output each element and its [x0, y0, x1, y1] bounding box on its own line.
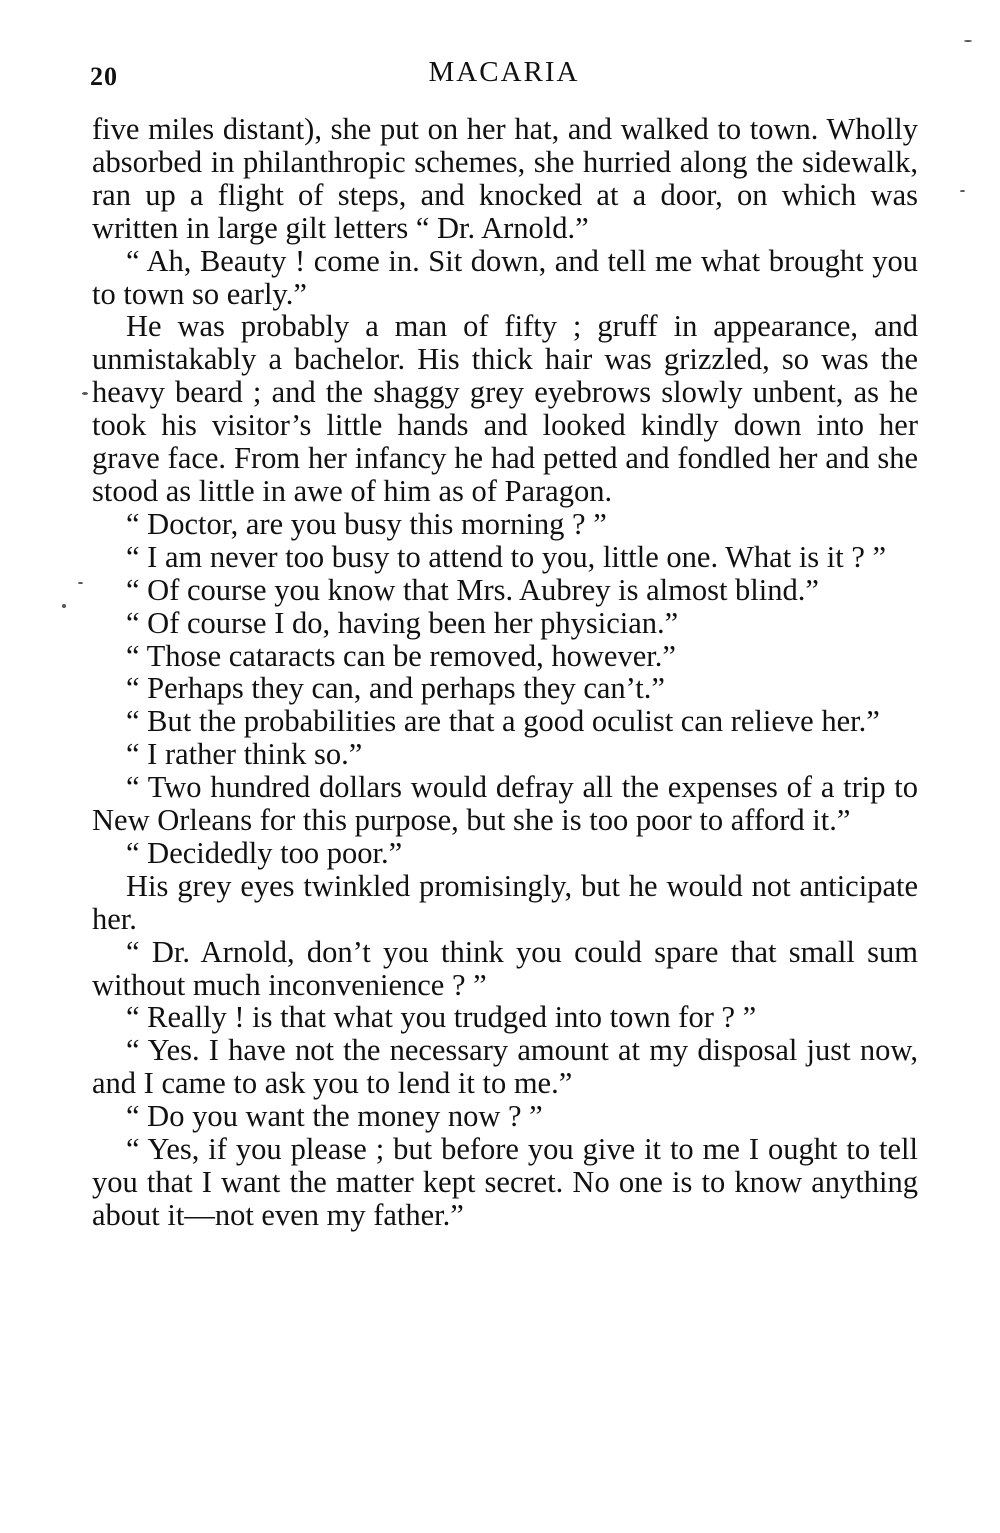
scan-speck [964, 40, 972, 42]
paragraph: “ Two hundred dollars would defray all the expenses of a trip to New Orleans for this purpose, but she is too poor to afford it.” [92, 770, 918, 838]
paragraph: “ Doctor, are you busy this morning ? ” [126, 506, 607, 541]
paragraph: “ Dr. Arnold, don’t you think you could spare that small sum without much inconvenience ? ” [92, 934, 918, 1002]
scan-speck [78, 582, 83, 584]
paragraph: “ Of course you know that Mrs. Aubrey is almost blind.” [126, 572, 819, 607]
page-header [90, 56, 918, 96]
paragraph: “ I rather think so.” [126, 737, 363, 772]
paragraph: “ Perhaps they can, and perhaps they can’t.” [126, 671, 665, 706]
scan-speck [82, 392, 88, 395]
paragraph: “ Those cataracts can be removed, however.” [126, 638, 676, 673]
body-text [92, 113, 918, 1232]
paragraph: “ Decidedly too poor.” [126, 835, 403, 870]
paragraph: “ Do you want the money now ? ” [126, 1099, 543, 1134]
paragraph: “ Yes, if you please ; but before you give it to me I ought to tell you that I want the matter kept secret. No one is to know anything about it—not even my father.” [92, 1132, 918, 1232]
paragraph: “ Yes. I have not the necessary amount at my disposal just now, and I came to ask you to lend it to me.” [92, 1033, 918, 1101]
paragraph: “ Ah, Beauty ! come in. Sit down, and tell me what brought you to town so early.” [92, 243, 918, 311]
paragraph: five miles distant), she put on her hat, and walked to town. Wholly absorbed in philanthropic schemes, she hurried along the sidewalk, ran up a flight of steps, and knocked at a door, on which was written in large gilt letters “ Dr. Arnold.” [92, 112, 918, 245]
paragraph: “ But the probabilities are that a good oculist can relieve her.” [126, 704, 880, 739]
paragraph: He was probably a man of fifty ; gruff in appearance, and unmistakably a bachelor. His thick hair was grizzled, so was the heavy beard ; and the shaggy grey eyebrows slowly unbent, as he took his visitor’s little hands and looked kindly down into her grave face. From her infancy he had petted and fondled her and she stood as little in awe of him as of Paragon. [92, 309, 918, 508]
scan-speck [62, 604, 66, 608]
paragraph: “ I am never too busy to attend to you, little one. What is it ? ” [126, 539, 887, 574]
running-title: MACARIA [428, 56, 580, 88]
paragraph: His grey eyes twinkled promisingly, but he would not anticipate her. [92, 868, 918, 936]
paragraph: “ Really ! is that what you trudged into town for ? ” [126, 1000, 757, 1035]
page-number: 20 [90, 62, 118, 91]
paragraph: “ Of course I do, having been her physician.” [126, 605, 679, 640]
scan-speck [960, 190, 965, 192]
